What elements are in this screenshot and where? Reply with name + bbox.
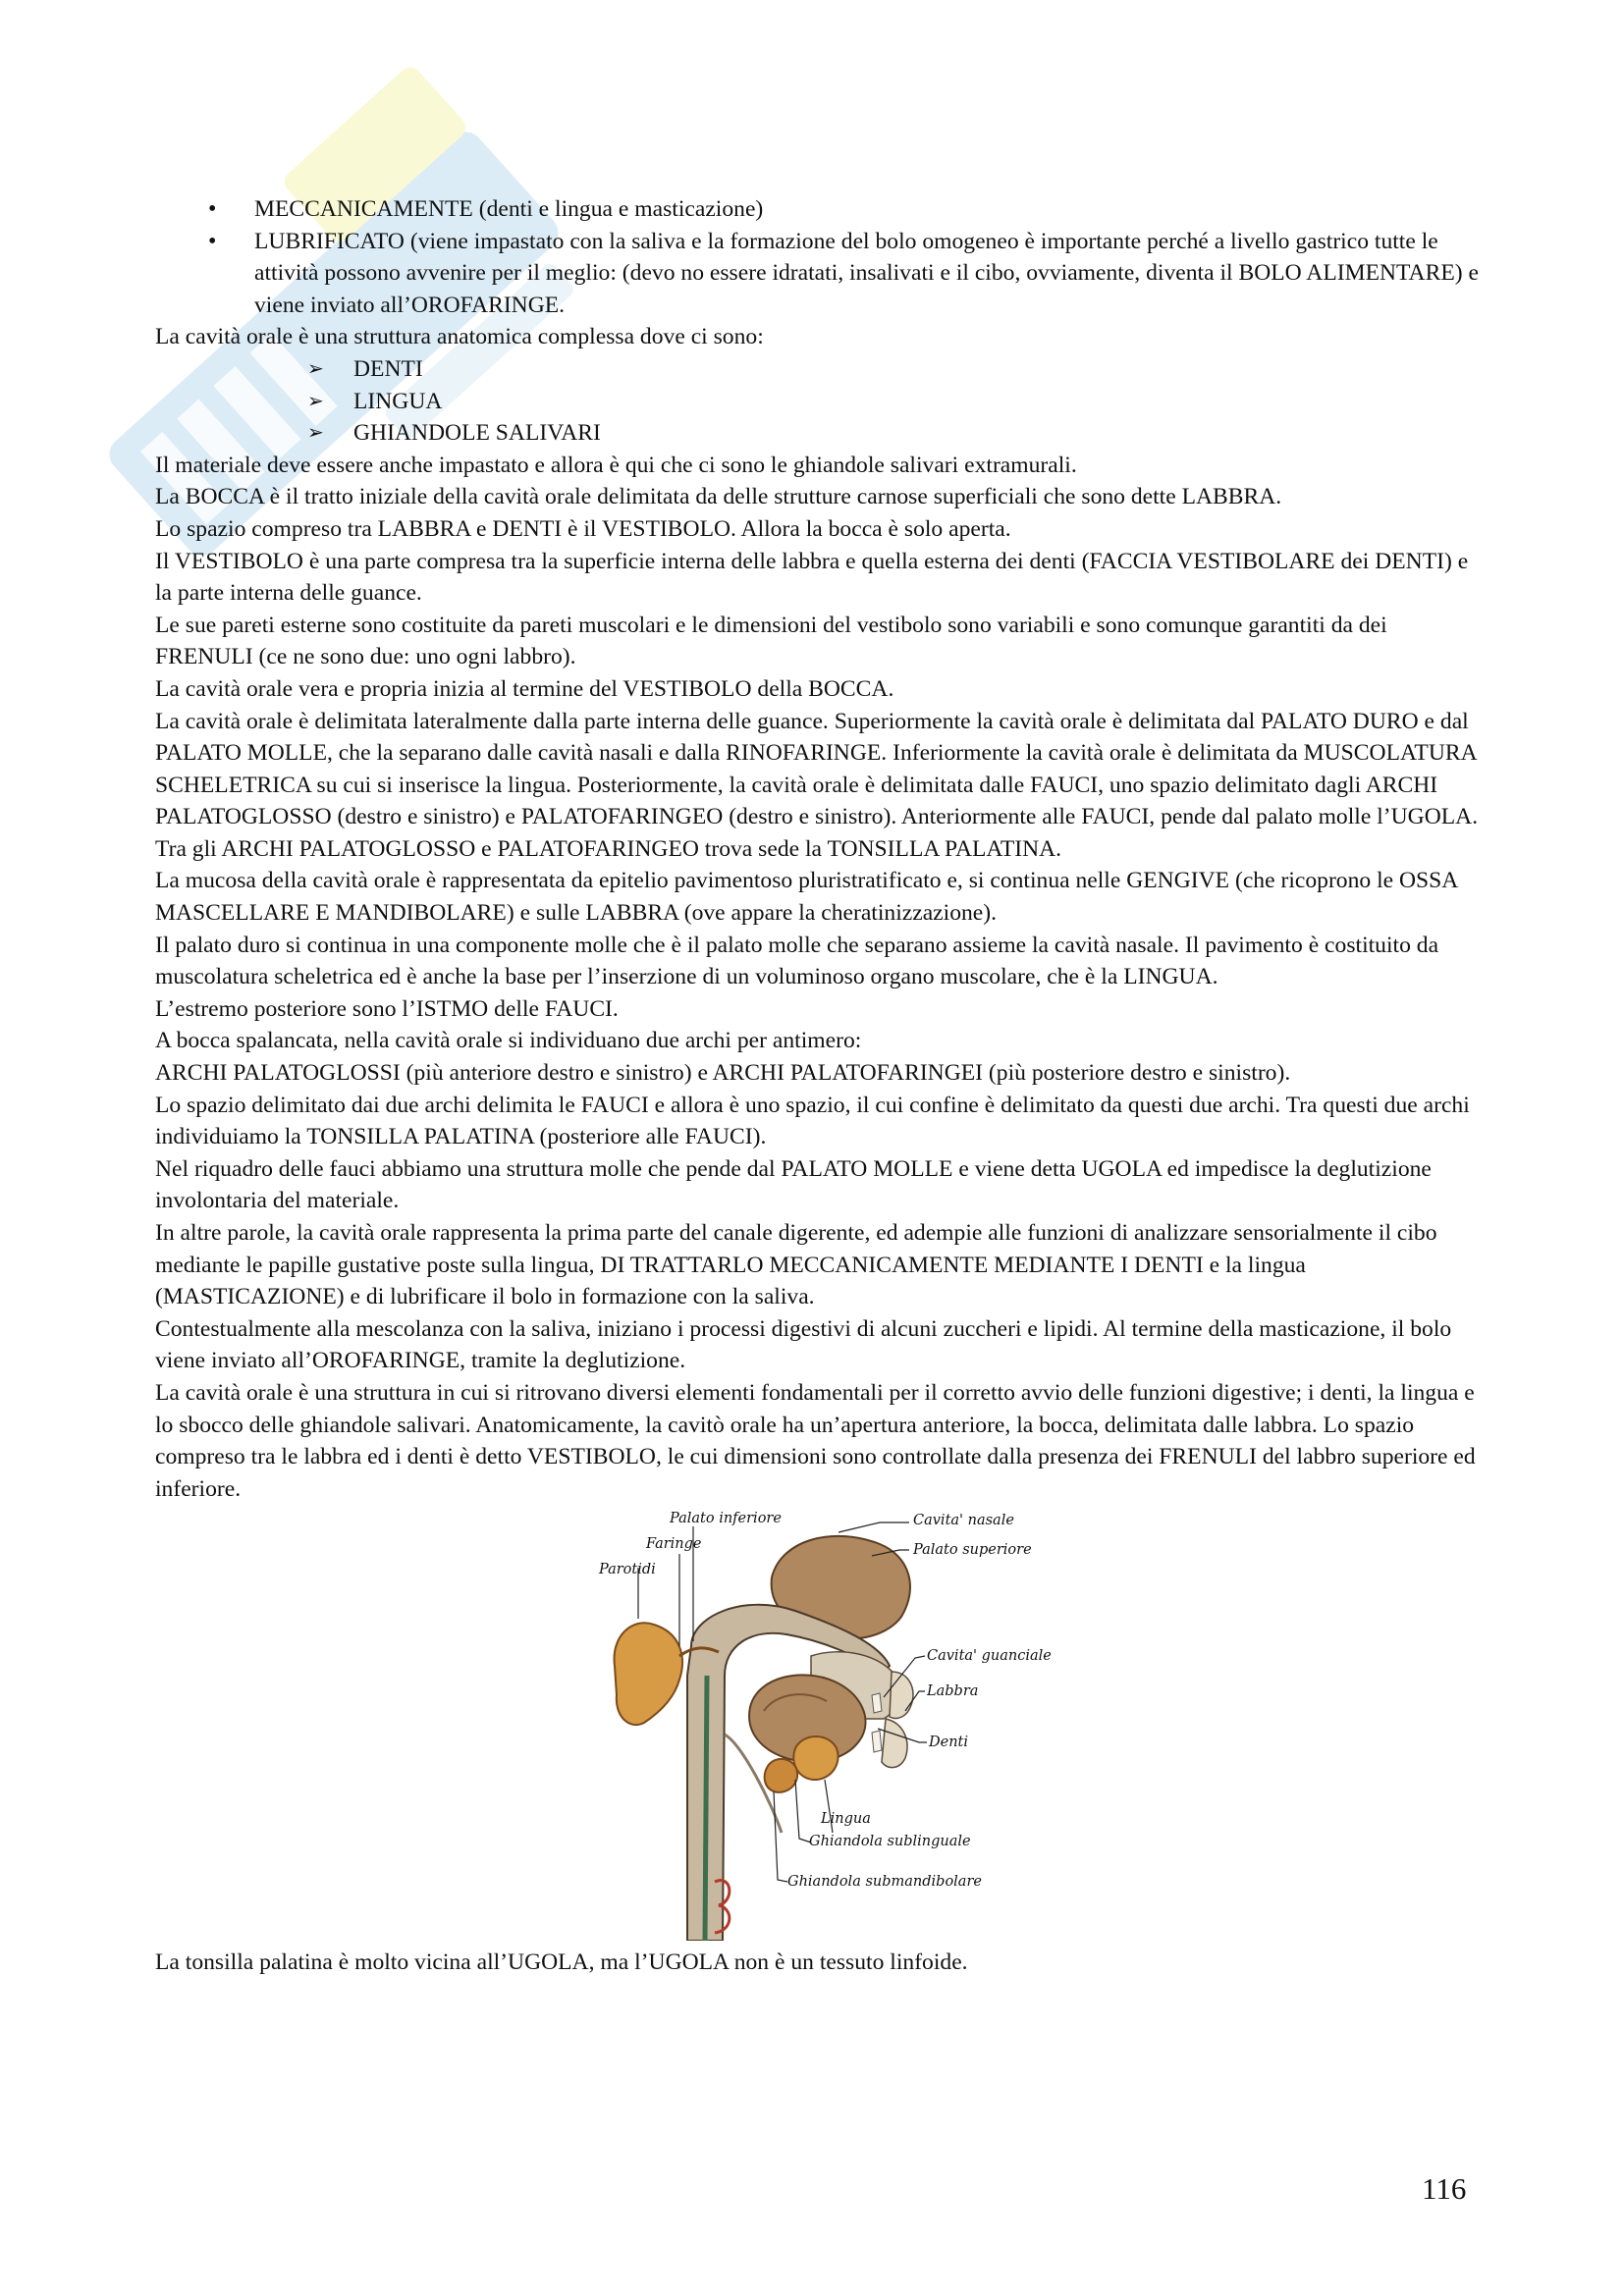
paragraph: Le sue pareti esterne sono costituite da pareti muscolari e le dimensioni del vestibolo sono variabili e sono comunque garantiti da dei FRENULI (ce ne sono due: uno ogni labbro). bbox=[155, 612, 1387, 670]
page-number: 116 bbox=[1422, 2171, 1467, 2206]
label-faringe: Faringe bbox=[646, 1536, 702, 1553]
bullet-item: • LUBRIFICATO (viene impastato con la saliva e la formazione del bolo omogeneo è importante perché a livello gastrico tutte le attività possono avvenire per il meglio: (devo no essere idratati, insalivati e il cibo, ovviamente, diventa il BOLO ALIMENTARE) e viene inviato all’OROFARINGE. bbox=[155, 226, 1483, 322]
paragraph: Lo spazio delimitato dai due archi delimita le FAUCI e allora è uno spazio, il cui confine è delimitato da questi due archi. Tra questi due archi individuiamo la TONSILLA PALATINA (posteriore alle FAUCI). bbox=[155, 1092, 1470, 1150]
paragraph: Il materiale deve essere anche impastato e allora è qui che ci sono le ghiandole salivari extramurali. bbox=[155, 452, 1077, 478]
paragraph: Contestualmente alla mescolanza con la saliva, iniziano i processi digestivi di alcuni zuccheri e lipidi. Al termine della masticazione, il bolo viene inviato all’OROFARINGE, tramite la deglutizione. bbox=[155, 1315, 1452, 1374]
structure-item: ➢ LINGUA bbox=[155, 386, 1483, 418]
label-labbra: Labbra bbox=[927, 1683, 979, 1700]
paragraph: L’estremo posteriore sono l’ISTMO delle FAUCI. bbox=[155, 995, 619, 1022]
label-cavita-nasale: Cavita' nasale bbox=[913, 1513, 1014, 1529]
paragraph: La mucosa della cavità orale è rappresentata da epitelio pavimentoso pluristratificato e, si continua nelle GENGIVE (che ricoprono le OSSA MASCELLARE E MANDIBOLARE) e sulle LABBRA (ove appare la cheratinizzazione). bbox=[155, 868, 1458, 927]
paragraph: Lo spazio compreso tra LABBRA e DENTI è il VESTIBOLO. Allora la bocca è solo aperta. bbox=[155, 515, 1011, 542]
paragraph: In altre parole, la cavità orale rappresenta la prima parte del canale digerente, ed adempie alle funzioni di analizzare sensorialmente il cibo mediante le papille gustative poste sulla lingua, DI TRATTARLO MECCANICAMENTE MEDIANTE I DENTI e la lingua (MASTICAZIONE) e di lubrificare il bolo in formazione con la saliva. bbox=[155, 1220, 1437, 1310]
bullet-item: • MECCANICAMENTE (denti e lingua e masticazione) bbox=[155, 193, 1483, 226]
label-ghiandola-sublinguale: Ghiandola sublinguale bbox=[809, 1834, 971, 1850]
structures-list bbox=[155, 353, 1483, 450]
paragraph: La BOCCA è il tratto iniziale della cavità orale delimitata da delle strutture carnose superficiali che sono dette LABBRA. bbox=[155, 484, 1282, 510]
paragraph: La cavità orale è una struttura in cui si ritrovano diversi elementi fondamentali per il corretto avvio delle funzioni digestive; i denti, la lingua e lo sbocco delle ghiandole salivari. Anatomicamente, la cavitò orale ha un’apertura anteriore, la bocca, delimitata dalle labbra. Lo spazio compreso tra le labbra ed i denti è detto VESTIBOLO, le cui dimensioni sono controllate dalla presenza dei FRENULI del labbro superiore ed inferiore. bbox=[155, 1379, 1476, 1502]
structure-item: ➢ DENTI bbox=[155, 353, 1483, 386]
paragraph: ARCHI PALATOGLOSSI (più anteriore destro e sinistro) e ARCHI PALATOFARINGEI (più posteriore destro e sinistro). bbox=[155, 1060, 1291, 1087]
label-denti: Denti bbox=[929, 1735, 969, 1751]
label-palato-inferiore: Palato inferiore bbox=[670, 1511, 782, 1527]
label-cavita-guanciale: Cavita' guanciale bbox=[927, 1648, 1052, 1665]
label-ghiandola-submandibolare: Ghiandola submandibolare bbox=[787, 1874, 982, 1891]
paragraph: La cavità orale è delimitata lateralmente dalla parte interna delle guance. Superiormente la cavità orale è delimitata dal PALATO DURO e dal PALATO MOLLE, che la separano dalle cavità nasali e dalla RINOFARINGE. Inferiormente la cavità orale è delimitata da MUSCOLATURA SCHELETRICA su cui si inserisce la lingua. Posteriormente, la cavità orale è delimitata dalle FAUCI, uno spazio delimitato dagli ARCHI PALATOGLOSSO (destro e sinistro) e PALATOFARINGEO (destro e sinistro). Anteriormente alle FAUCI, pende dal palato molle l’UGOLA. Tra gli ARCHI PALATOGLOSSO e PALATOFARINGEO trova sede la TONSILLA PALATINA. bbox=[155, 708, 1479, 862]
paragraph: Il VESTIBOLO è una parte compresa tra la superficie interna delle labbra e quella esterna dei denti (FACCIA VESTIBOLARE dei DENTI) e la parte interna delle guance. bbox=[155, 548, 1469, 607]
bullet-list bbox=[155, 193, 1483, 321]
label-palato-superiore: Palato superiore bbox=[913, 1542, 1032, 1559]
oral-cavity-figure bbox=[585, 1509, 1058, 1941]
intro-paragraph: La cavità orale è una struttura anatomica complessa dove ci sono: bbox=[155, 324, 764, 350]
page-content bbox=[155, 193, 1483, 1979]
label-parotidi: Parotidi bbox=[599, 1562, 656, 1578]
structure-item: ➢ GHIANDOLE SALIVARI bbox=[155, 417, 1483, 450]
label-lingua: Lingua bbox=[821, 1811, 871, 1828]
paragraph: Il palato duro si continua in una componente molle che è il palato molle che separano assieme la cavità nasale. Il pavimento è costituito da muscolatura scheletrica ed è anche la base per l’inserzione di un voluminoso organo muscolare, che è la LINGUA. bbox=[155, 932, 1439, 990]
paragraph: Nel riquadro delle fauci abbiamo una struttura molle che pende dal PALATO MOLLE e viene detta UGOLA ed impedisce la deglutizione involontaria del materiale. bbox=[155, 1155, 1432, 1214]
closing-paragraph: La tonsilla palatina è molto vicina all’UGOLA, ma l’UGOLA non è un tessuto linfoide. bbox=[155, 1949, 968, 1976]
paragraph: A bocca spalancata, nella cavità orale si individuano due archi per antimero: bbox=[155, 1028, 862, 1054]
paragraph: La cavità orale vera e propria inizia al termine del VESTIBOLO della BOCCA. bbox=[155, 675, 894, 702]
